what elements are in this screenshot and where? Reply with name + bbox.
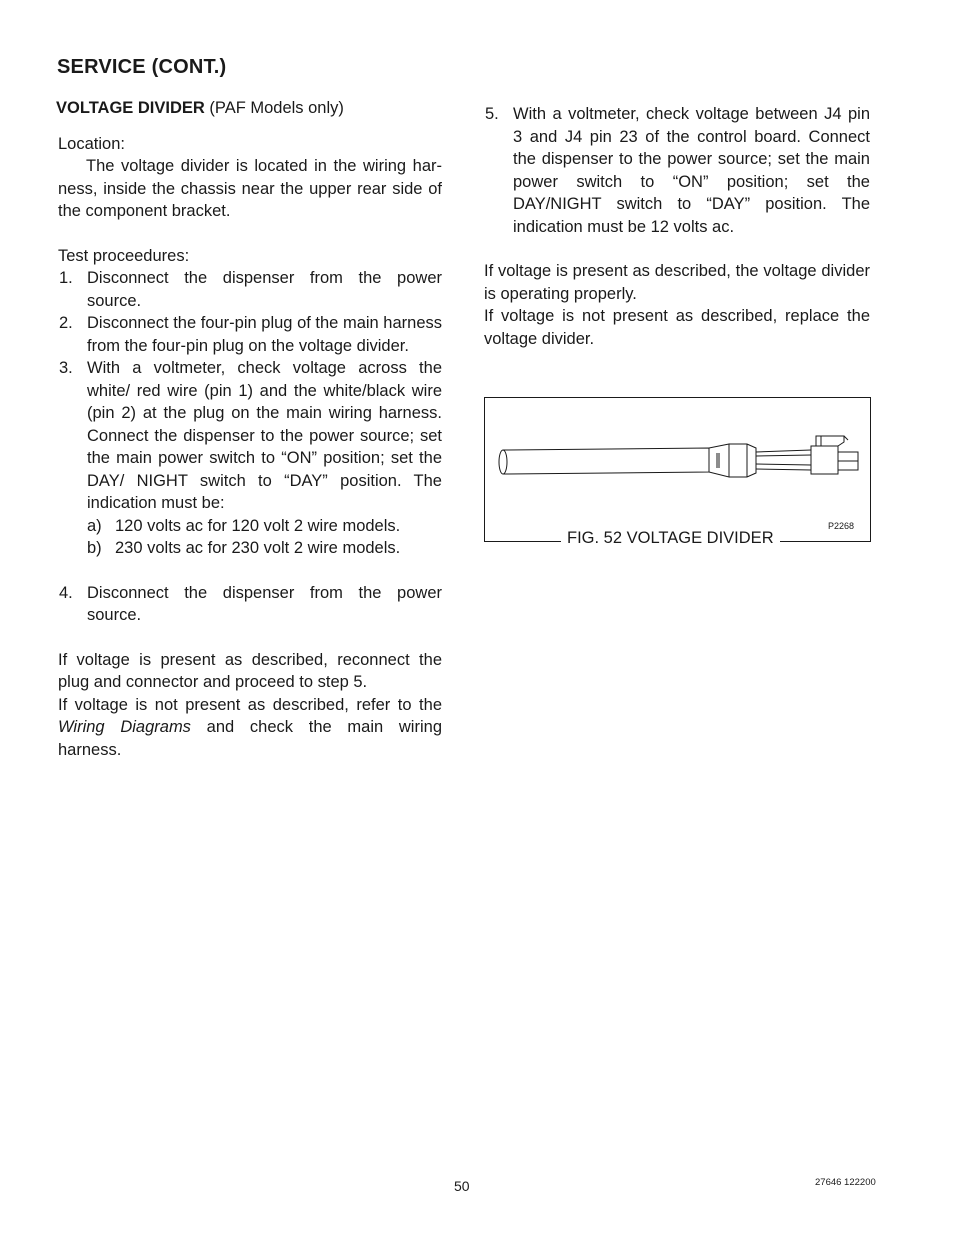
step-number: 3. [59,359,73,377]
step-2 [58,312,442,357]
step-text: Disconnect the four-pin plug of the main harness from the four-pin plug on the voltage divider. [87,314,442,355]
sub-item-b [58,537,442,560]
wiring-diagrams-reference: Wiring Diagrams [58,718,191,736]
sub-item-letter: b) [87,539,102,557]
left-column [58,97,442,761]
page-number: 50 [454,1178,470,1194]
step-number: 4. [59,583,73,602]
location-label: Location: [58,134,125,153]
step-5 [484,103,870,238]
step-text: Disconnect the dispenser from the power source. [87,269,442,310]
sub-item-a [58,515,442,538]
step-number: 2. [59,314,73,332]
page-title: SERVICE (CONT.) [57,56,227,78]
voltage-present-note: If voltage is present as described, reconnect the plug and connector and proceed to step 5. [58,650,442,691]
sub-item-text: 120 volts ac for 120 volt 2 wire models. [115,516,401,535]
voltage-divider-illustration [485,398,870,541]
divider-ok-note: If voltage is present as described, the voltage divider is operating properly. [484,262,870,303]
section-title-bold: VOLTAGE DIVIDER [56,99,205,117]
section-title-rest: (PAF Models only) [204,99,344,117]
step-text: With a voltmeter, check voltage across the white/ red wire (pin 1) and the white/black wire (pin 2) at the plug on the main wiring harness. Connect the dispenser to the power source; set the main power switch to “ON” position; set the DAY/ NIGHT switch to “DAY” position. The indication must be: [87,359,442,512]
section-title [56,97,442,120]
step-3 [58,357,442,515]
step-1 [58,267,442,312]
note-text: If voltage is not present as described, refer to the [58,695,442,714]
voltage-absent-note [58,694,442,762]
note-text: and check the main wiring harness. [58,718,442,759]
figure-caption: FIG. 52 VOLTAGE DIVIDER [561,528,780,548]
sub-item-letter: a) [87,516,102,535]
test-label: Test proceedures: [58,246,190,265]
figure-code: P2268 [828,521,855,531]
step-text: With a voltmeter, check voltage between J4 pin 3 and J4 pin 23 of the control board. Connect the dispenser to the power source; set the main power switch to “ON” position; set the DAY/NIGHT switch to “DAY” position. The indication must be 12 volts ac. [513,105,870,236]
right-column [484,103,870,350]
document-code: 27646 122200 [815,1177,876,1188]
figure-voltage-divider [484,397,871,547]
sub-item-text: 230 volts ac for 230 volt 2 wire models. [115,539,401,557]
step-number: 5. [485,105,499,123]
step-4 [58,582,442,627]
step-text: Disconnect the dispenser from the power source. [87,583,442,624]
location-text: The voltage divider is located in the wiring har- ness, inside the chassis near the upper rear side of the component bracket. [58,157,442,220]
replace-divider-note: If voltage is not present as described, replace the voltage divider. [484,307,870,348]
step-number: 1. [59,269,73,287]
